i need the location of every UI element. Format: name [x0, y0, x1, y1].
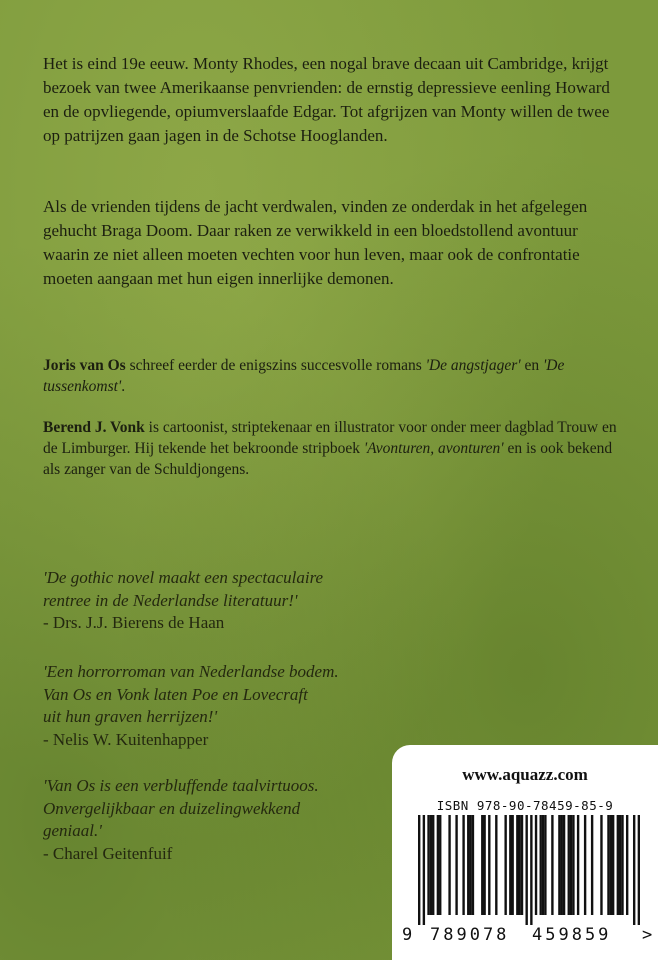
barcode-bar	[540, 815, 542, 915]
quote-text: 'Een horrorroman van Nederlandse bodem. Van Os en Vonk laten Poe en Lovecraft uit hun graven herrijzen!'	[43, 662, 339, 726]
barcode-bar	[483, 815, 485, 915]
barcode-bar	[561, 815, 563, 915]
barcode-bar	[521, 815, 523, 915]
barcode-bar	[584, 815, 586, 915]
bio-text: en	[520, 357, 543, 374]
barcode-end-marker: >	[642, 925, 653, 945]
barcode-bar	[617, 815, 619, 915]
barcode-bar	[600, 815, 602, 915]
book-title: 'Avonturen, avonturen'	[363, 440, 504, 457]
barcode-panel	[392, 745, 658, 960]
author-bio	[43, 355, 628, 397]
barcode-bar	[439, 815, 441, 915]
barcode-bar	[612, 815, 614, 915]
barcode-bar	[525, 815, 527, 925]
quote-author: - Nelis W. Kuitenhapper	[43, 729, 209, 749]
barcode-bar	[469, 815, 471, 915]
barcode-bar	[610, 815, 612, 915]
barcode-bar	[621, 815, 623, 915]
barcode-bar	[427, 815, 429, 915]
barcode-bar	[638, 815, 640, 925]
barcode-bar	[432, 815, 434, 915]
barcode-bar	[568, 815, 570, 915]
quote-author: - Drs. J.J. Bierens de Haan	[43, 613, 225, 632]
barcode-digit-first: 9	[402, 925, 413, 945]
barcode-bar	[423, 815, 425, 925]
publisher-url: www.aquazz.com	[462, 765, 588, 784]
review-quote	[43, 661, 403, 751]
barcode-bar	[551, 815, 553, 915]
barcode-bar	[530, 815, 532, 925]
barcode-bar	[570, 815, 572, 915]
illustrator-bio	[43, 417, 628, 480]
barcode-bar	[518, 815, 520, 915]
barcode-bar	[563, 815, 565, 915]
barcode-bar	[418, 815, 420, 925]
review-quote	[43, 567, 403, 635]
barcode-bar	[619, 815, 621, 915]
barcode-bar	[455, 815, 457, 915]
quote-author: - Charel Geitenfuif	[43, 843, 173, 863]
book-title: 'De angstjager'	[425, 357, 521, 374]
barcode-bar	[430, 815, 432, 915]
barcode-bar	[467, 815, 469, 915]
illustrator-name: Berend J. Vonk	[43, 419, 145, 436]
book-title: 'De tussenkomst'	[43, 357, 565, 395]
barcode-bar	[558, 815, 560, 915]
review-quote	[43, 775, 403, 865]
barcode-bar	[495, 815, 497, 915]
bio-text: en is ook bekend als zanger van de Schuldjongens.	[43, 440, 613, 478]
barcode-bar	[448, 815, 450, 915]
barcode-bar	[577, 815, 579, 915]
blurb-paragraph-2: Als de vrienden tijdens de jacht verdwalen, vinden ze onderdak in het afgelegen gehucht Braga Doom. Daar raken ze verwikkeld in een bloedstollend avontuur waarin ze niet alleen moeten vechten voor hun leven, maar ook de confrontatie moeten aangaan met hun eigen innerlijke demonen.	[43, 197, 588, 288]
barcode-digits-left: 789078	[430, 925, 510, 945]
barcode-bar	[516, 815, 518, 915]
barcode-bars	[418, 815, 640, 925]
barcode-bar	[535, 815, 537, 915]
barcode-bar	[542, 815, 544, 915]
blurb-paragraph-1: Het is eind 19e eeuw. Monty Rhodes, een nogal brave decaan uit Cambridge, krijgt bezoek van twee Amerikaanse penvrienden: de ernstig depressieve eenling Howard en de opvliegende, opiumverslaafde Edgar. Tot afgrijzen van Monty willen de twee op patrijzen gaan jagen in de Schotse Hooglanden.	[43, 54, 610, 145]
barcode-digits-right: 459859	[532, 925, 612, 945]
barcode-bar	[626, 815, 628, 915]
barcode-bar	[607, 815, 609, 915]
barcode-bar	[437, 815, 439, 915]
barcode-bar	[462, 815, 464, 915]
author-name: Joris van Os	[43, 357, 126, 374]
barcode-bar	[504, 815, 506, 915]
bio-text: is cartoonist, striptekenaar en illustrator voor onder meer dagblad Trouw en de Limburger. Hij tekende het bekroonde stripboek	[43, 419, 617, 457]
barcode-bar	[481, 815, 483, 915]
isbn-label: ISBN 978-90-78459-85-9	[436, 798, 614, 813]
quote-text: 'De gothic novel maakt een spectaculaire rentree in de Nederlandse literatuur!'	[43, 568, 324, 610]
barcode-bar	[572, 815, 574, 915]
barcode-bar	[509, 815, 511, 915]
barcode-bar	[511, 815, 513, 915]
barcode-bar	[488, 815, 490, 915]
barcode-bar	[591, 815, 593, 915]
barcode-bar	[633, 815, 635, 925]
barcode-digits	[392, 925, 658, 955]
barcode-bar	[472, 815, 474, 915]
bio-text: schreef eerder de enigszins succesvolle romans	[125, 357, 426, 374]
barcode-bar	[544, 815, 546, 915]
quote-text: 'Van Os is een verbluffende taalvirtuoos. Onvergelijkbaar en duizelingwekkend geniaal.'	[43, 776, 319, 840]
bio-text: .	[121, 378, 126, 395]
